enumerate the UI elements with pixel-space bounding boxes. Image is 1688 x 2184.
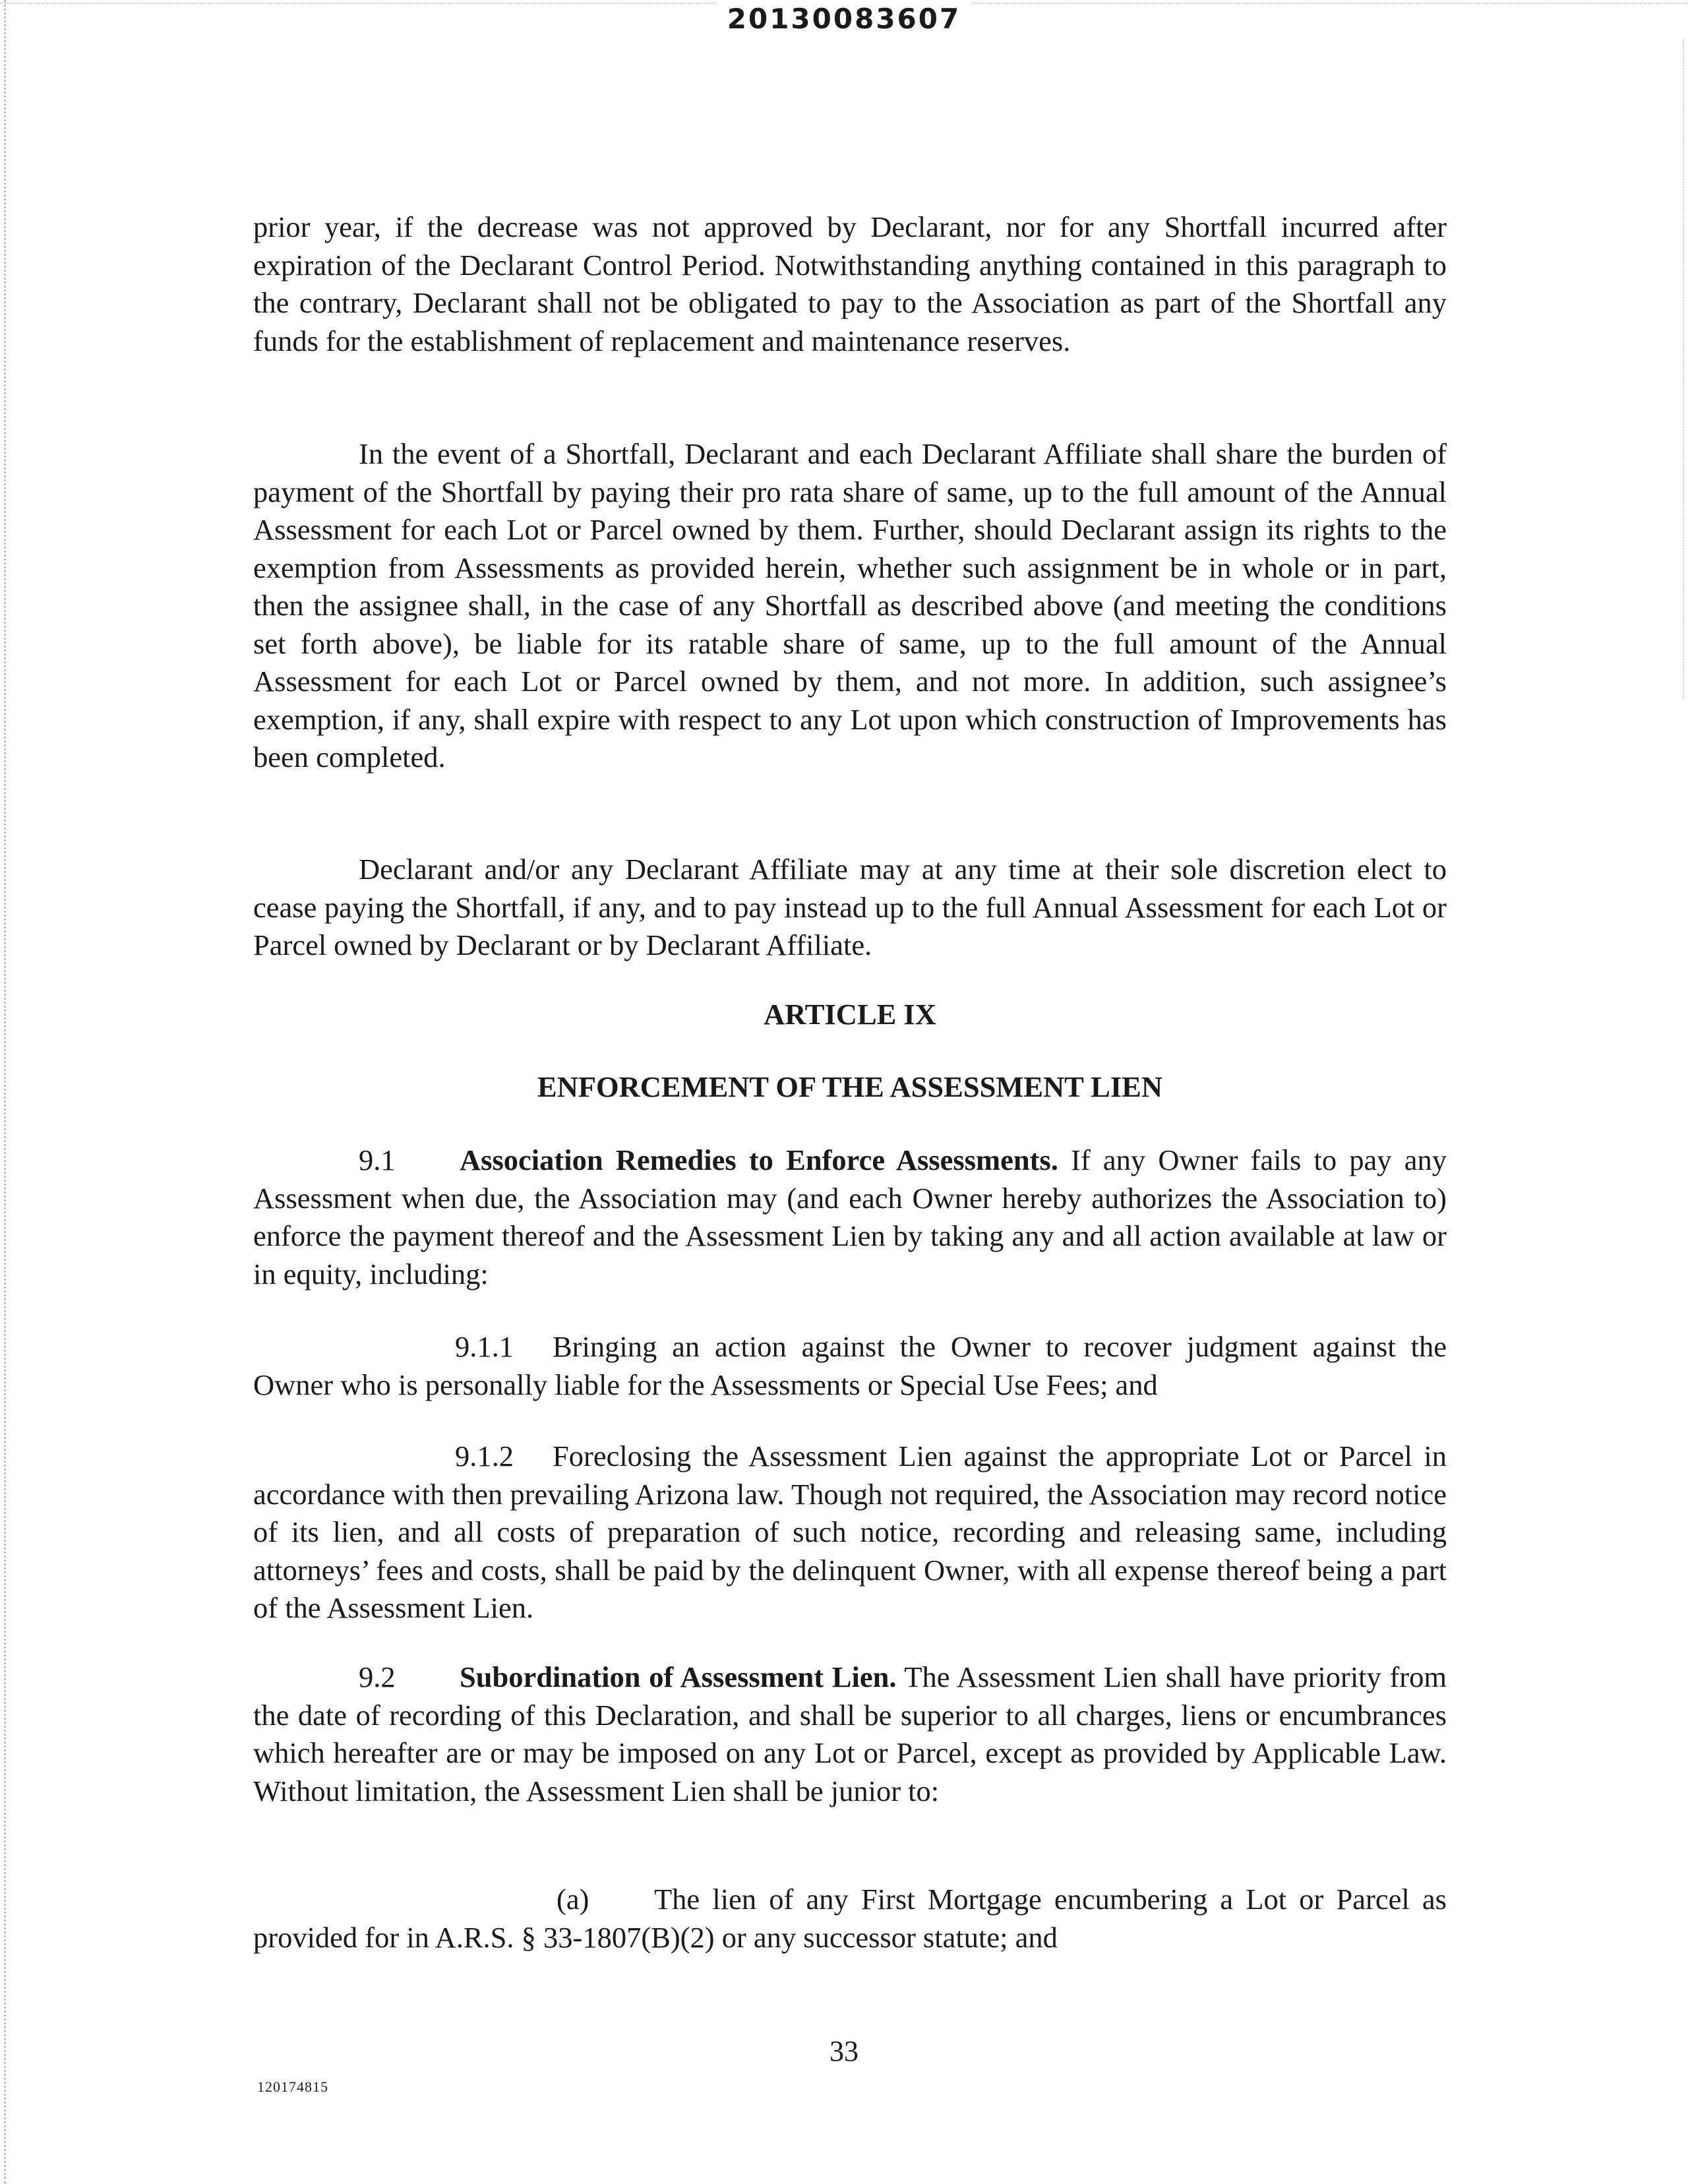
section-9-1-1-text: Bringing an action against the Owner to recover judgment against the Owner who is personally liable for the Assessments or Special Use Fees; and (253, 1330, 1447, 1401)
section-9-2-title: Subordination of Assessment Lien. (460, 1660, 897, 1693)
document-id: 120174815 (257, 2078, 328, 2095)
section-9-1-2-number: 9.1.2 (455, 1440, 514, 1472)
recording-number-text: 20130083607 (715, 3, 973, 35)
recording-number (0, 3, 1688, 35)
scan-right-edge (1683, 40, 1684, 699)
paragraph-3-text: Declarant and/or any Declarant Affiliate may at any time at their sole discretion elect to cease paying the Shortfall, if any, and to pay instead up to the full Annual Assessment for each Lot or Parcel owned by Declarant or by Declarant Affiliate. (253, 853, 1447, 961)
page-number: 33 (829, 2035, 859, 2067)
section-9-1-2 (253, 1438, 1447, 1627)
paragraph-2 (253, 435, 1447, 777)
scan-left-edge (4, 0, 6, 2184)
section-9-1-1 (253, 1328, 1447, 1404)
paragraph-3 (253, 851, 1447, 965)
section-9-2-a-number: (a) (557, 1883, 589, 1916)
section-9-2-a (253, 1881, 1447, 1957)
section-9-1-number: 9.1 (359, 1143, 396, 1176)
paragraph-1-text: prior year, if the decrease was not approved by Declarant, nor for any Shortfall incurred after expiration of the Declarant Control Period. Notwithstanding anything contained in this paragraph to the contrary, Declarant shall not be obligated to pay to the Association as part of the Shortfall any funds for the establishment of replacement and maintenance reserves. (253, 210, 1447, 357)
section-9-2 (253, 1658, 1447, 1810)
section-9-2-a-text: The lien of any First Mortgage encumbering a Lot or Parcel as provided for in A.R.S. § 33-1807(B)(2) or any successor statute; and (253, 1883, 1447, 1954)
section-9-1-2-text: Foreclosing the Assessment Lien against the appropriate Lot or Parcel in accordance with then prevailing Arizona law. Though not required, the Association may record notice of its lien, and all costs of preparation of such notice, recording and releasing same, including attorneys’ fees and costs, shall be paid by the delinquent Owner, with all expense thereof being a part of the Assessment Lien. (253, 1440, 1447, 1624)
section-9-1-title: Association Remedies to Enforce Assessments. (460, 1143, 1058, 1176)
article-title: ENFORCEMENT OF THE ASSESSMENT LIEN (537, 1070, 1162, 1103)
paragraph-1 (253, 208, 1447, 360)
paragraph-2-text: In the event of a Shortfall, Declarant and each Declarant Affiliate shall share the burden of payment of the Shortfall by paying their pro rata share of same, up to the full amount of the Annual Assessment for each Lot or Parcel owned by them. Further, should Declarant assign its rights to the exemption from Assessments as provided herein, whether such assignment be in whole or in part, then the assignee shall, in the case of any Shortfall as described above (and meeting the conditions set forth above), be liable for its ratable share of same, up to the full amount of the Annual Assessment for each Lot or Parcel owned by them, and not more. In addition, such assignee’s exemption, if any, shall expire with respect to any Lot upon which construction of Improvements has been completed. (253, 437, 1447, 774)
section-9-1 (253, 1141, 1447, 1293)
section-9-1-text: If any Owner fails to pay any Assessment when due, the Association may (and each Owner hereby authorizes the Association to) enforce the payment thereof and the Assessment Lien by taking any and all action available at law or in equity, including: (253, 1143, 1447, 1290)
section-9-2-text: The Assessment Lien shall have priority from the date of recording of this Declaration, and shall be superior to all charges, liens or encumbrances which hereafter are or may be imposed on any Lot or Parcel, except as provided by Applicable Law. Without limitation, the Assessment Lien shall be junior to: (253, 1660, 1447, 1807)
section-9-1-1-number: 9.1.1 (455, 1330, 514, 1363)
section-9-2-number: 9.2 (359, 1660, 396, 1693)
article-label: ARTICLE IX (764, 998, 936, 1031)
